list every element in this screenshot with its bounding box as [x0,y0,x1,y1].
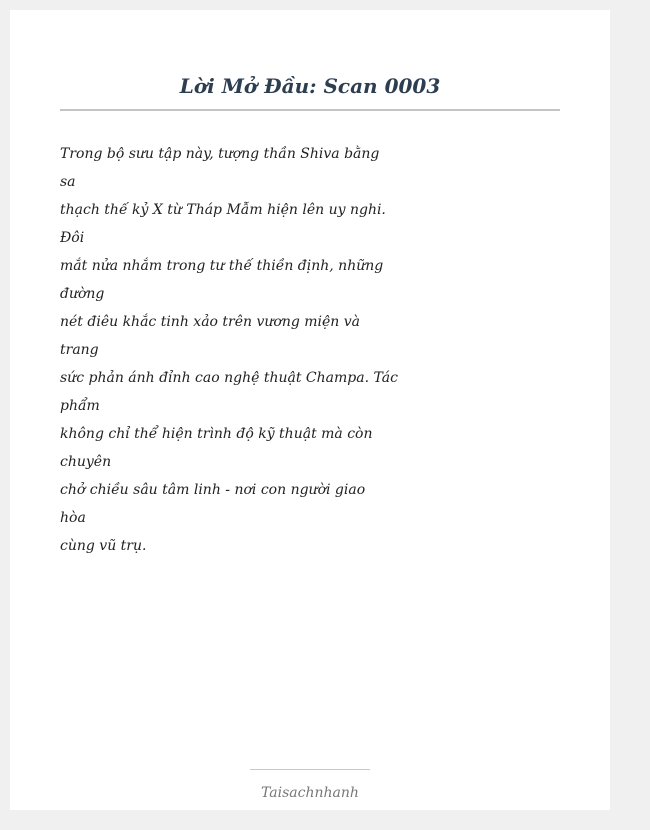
body-line: đường [60,286,105,302]
document-page [10,10,610,810]
body-line: cùng vũ trụ. [60,538,147,554]
body-line: hòa [60,510,86,526]
body-line: thạch thế kỷ X từ Tháp Mẫm hiện lên uy nghi. [60,202,386,218]
body-text [60,140,398,560]
body-line: sức phản ánh đỉnh cao nghệ thuật Champa. Tác [60,370,398,386]
body-line: Đôi [60,230,85,246]
body-line: nét điêu khắc tinh xảo trên vương miện và [60,314,361,330]
body-line: mắt nửa nhắm trong tư thế thiền định, những [60,258,384,274]
footer-divider [250,769,370,770]
body-line: không chỉ thể hiện trình độ kỹ thuật mà còn [60,426,373,442]
body-line: phẩm [60,398,100,414]
body-line: sa [60,174,76,190]
body-line: Trong bộ sưu tập này, tượng thần Shiva bằng [60,146,380,162]
document-title: Lời Mở Đầu: Scan 0003 [179,74,441,98]
body-line: chuyên [60,454,112,470]
title-divider [60,109,560,111]
footer-brand: Taisachnhanh [261,785,359,801]
body-line: trang [60,342,99,358]
body-line: chở chiều sâu tâm linh - nơi con người giao [60,482,366,498]
